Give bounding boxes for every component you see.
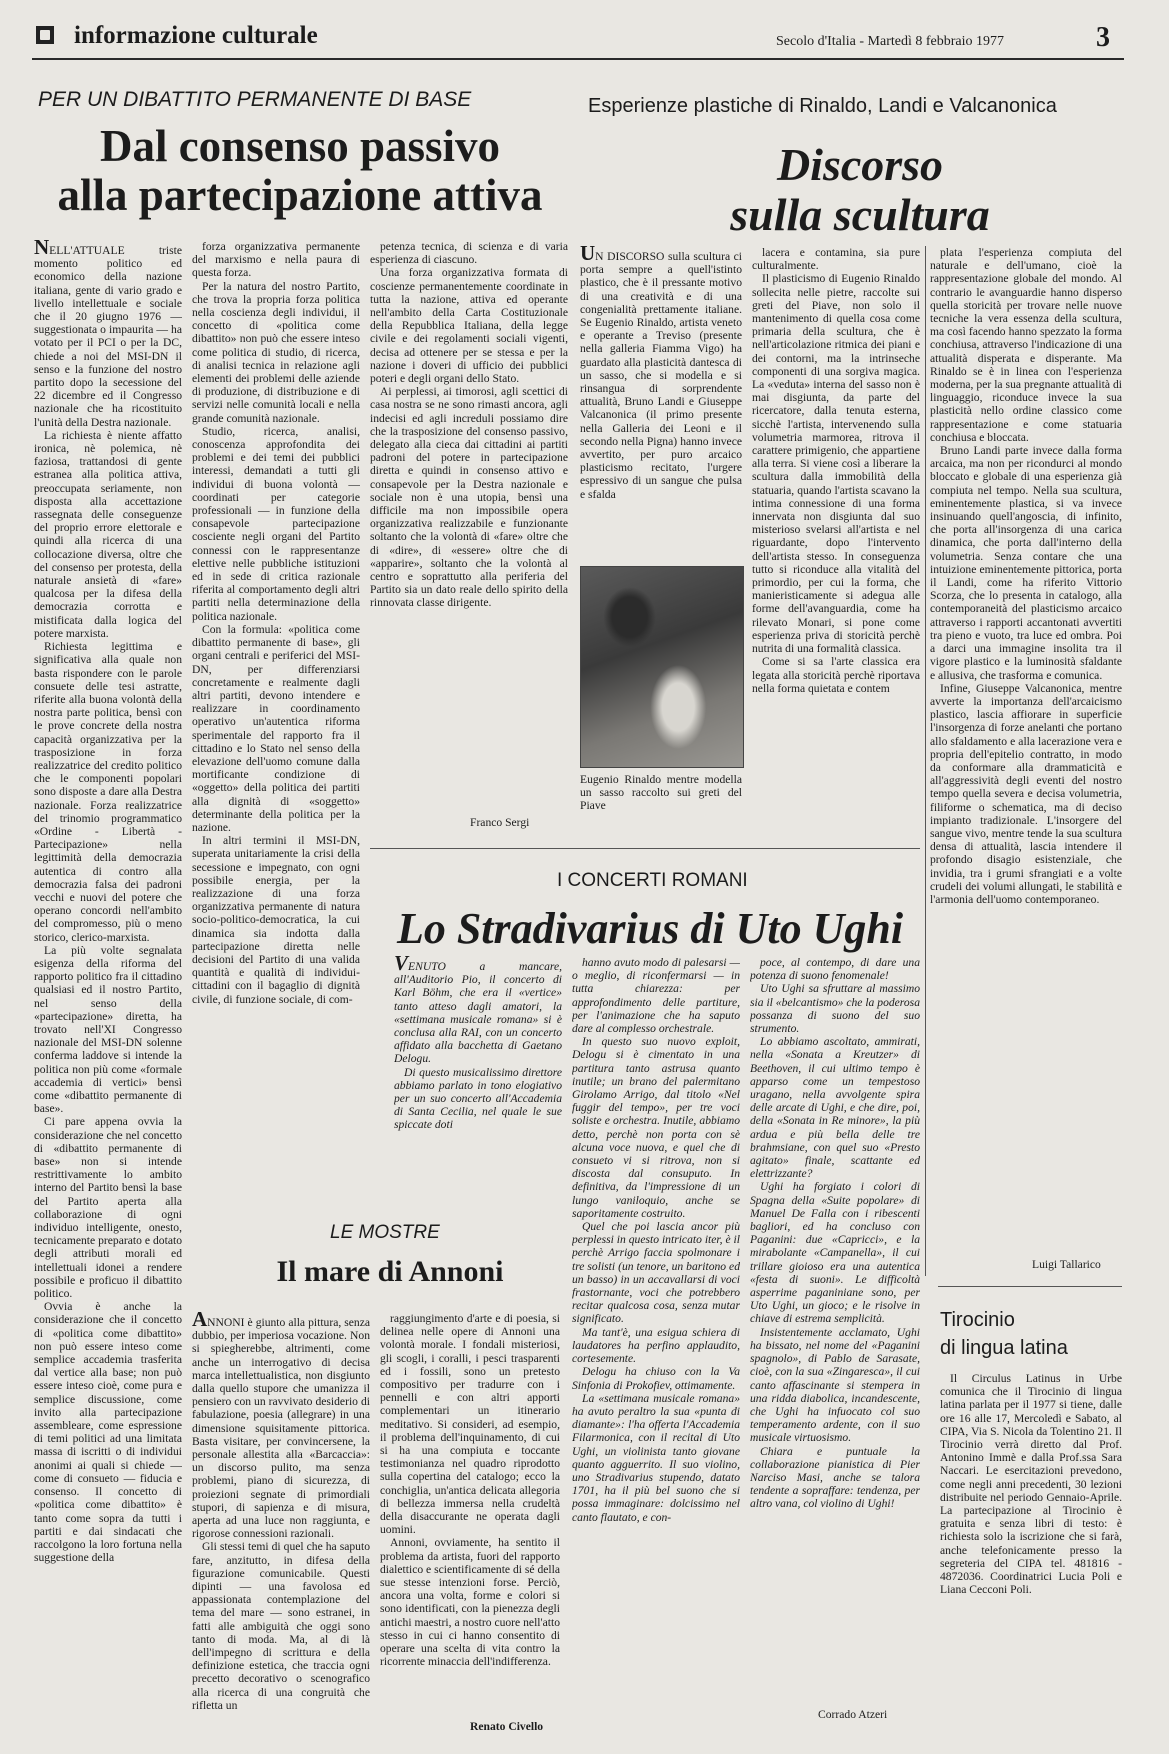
art4-column-2 <box>380 1312 560 1712</box>
art5-kicker-line1: Tirocinio <box>940 1309 1015 1331</box>
art4-column-1 <box>192 1312 370 1736</box>
art1-dropcap: N <box>34 240 50 259</box>
photo-caption: Eugenio Rinaldo mentre modella un sasso raccolto sui greti del Piave <box>580 773 742 813</box>
art1-paragraph: In altri termini il MSI-DN, superata unitariamente la crisi della secessione e impegnato, con ogni possibile energia, per la realizzazione di una forza organizzativa permanente di natura socio-politico-democratica, la cui dinamica sia indotta dalla partecipazione diretta nelle decisioni del Partito di una valida quantità e qualità di individui-cittadini con il bagaglio di dignità civile, di funzione sociale, di com- <box>192 834 360 1006</box>
art1-author: Franco Sergi <box>470 816 530 829</box>
art3-paragraph: In questo suo nuovo exploit, Delogu si è cimentato in una partitura tanto astrusa quanto inutile; un brano del palermitano Girolamo Arrigo, dal titolo «Nel fuggir del tempo», per tre voci soliste e orchestra. Inutile, abbiamo detto, perchè non porta con sè alcuna voce nuova, e quel che di consueto vi si ritrova, non si discosta dal consuputo. In definitiva, da l'impressione di un lungo vaniloquio, anche se saporitamente costruito. <box>572 1035 740 1220</box>
art1-paragraph: Richiesta legittima e significativa alla quale non basta rispondere con le parole consuete delle tesi astratte, riferite alla buona volontà della nostra parte politica, bensì con le prove concrete della nostra capacità organizzativa per la trasposizione in forza realizzatrice del credito politico che le componenti popolari sono disposte a dare alla Destra nazionale. Forza realizzatrice del trinomio programmatico «Ordine - Libertà - Partecipazione» nella legittimità della democrazia autentica di contro alla democrazia falsa dei padroni vecchi e nuovi del potere che operano concordi nell'ambito del compromesso, più o meno storico, clerico-marxista. <box>34 640 182 944</box>
art1-paragraph: Studio, ricerca, analisi, conoscenza approfondita dei problemi e dei temi dei pubblici interessi, demandati a tutti gli individui di buona volontà — coordinati per categorie professionali — in funzione della consapevole partecipazione cosciente negli organi del Partito connessi con le rappresentanze elettive nelle pubbliche istituzioni ed in sede di critica razionale riferita al comportamento degli altri partiti nella determinazione della politica nazionale. <box>192 424 360 623</box>
art1-headline <box>30 122 570 219</box>
art4-paragraph: Annoni, ovviamente, ha sentito il problema da artista, fuori del rapporto dialettico e scientificamente di sé della sue stesse intenzioni forse. Perciò, ancora una volta, forme e colori si sono identificati, con la pienezza degli antichi maestri, a nostro cuore nell'atto stesso in cui ci hanno consentito di operare una scelta di vita contro la ricorrente minaccia dell'indifferenza. <box>380 1536 560 1669</box>
art3-paragraph: Delogu ha chiuso con la Va Sinfonia di Prokofiev, ottimamente. <box>572 1365 740 1392</box>
art3-paragraph: Chiara e puntuale la collaborazione pianistica di Pier Narciso Masi, anche se talora tendente a sopraffare: tendenza, per altro vana, col violino di Ughi! <box>750 1444 920 1511</box>
art2-paragraph: Infine, Giuseppe Valcanonica, mentre avverte la importanza dell'arcaicismo plastico, lascia affiorare in superficie l'insorgenza di forze anelanti che portano allo sfaldamento e alla lacerazione vera e propria dell'epitelio contratto, in modo da conformare alla drammaticità e all'aggressività degli eventi del nostro tempo quella severa e decisa volumetria, filiforme o schematica, ma di deciso impianto tradizionale. L'insorgere del sangue vivo, mentre tende la sua scultura densa di attualità, lascia intendere il profondo disagio esistenziale, che invidia, tra i grumi sfrangiati e a volte crudeli dei volumi allungati, le stabilità e l'armonia dell'uomo contemporaneo. <box>930 681 1122 906</box>
art5-column <box>940 1372 1122 1728</box>
art1-headline-line1: Dal consenso passivo <box>99 121 501 171</box>
art2-paragraph: UN DISCORSO sulla scultura ci porta sempre a quell'istinto plastico, che è il pressante motivo di una creatività e di una congenialità prettamente italiane. Se Eugenio Rinaldo, artista veneto e operante a Treviso (presente nella galleria Fiamma Vigo) ha guardato alla plasticità dantesca di un sasso, che si modella e si rinsangua di sorprendente attualità, Bruno Landi e Giuseppe Valcanonica (il primo presente nella Galleria dei Leoni e il secondo nella Pigna) hanno invece avvertito, per puro arcaico plasticismo recitato, l'urgere espressivo di un sangue che pulsa e sfalda <box>580 246 742 501</box>
art4-kicker: LE MOSTRE <box>330 1222 440 1243</box>
art4-dropcap: A <box>192 1312 208 1331</box>
art4-paragraph: Gli stessi temi di quel che ha saputo fare, anzitutto, in difesa della figurazione comunicabile. Questi dipinti — una favolosa ed appassionata contemplazione del tema del mare — sono estranei, in fatti alle ambiguità che oggi sono tanto di moda. Ma, al di là dell'impegno di scrittura e della definizione estetica, che traccia ogni precetto decorativo o scenografico alla ricerca di una congruità che rifletta un <box>192 1540 370 1712</box>
section-divider <box>370 848 920 849</box>
art5-kicker-line2: di lingua latina <box>940 1337 1068 1359</box>
art3-dropcap: V <box>394 956 409 975</box>
art1-paragraph: Una forza organizzativa formata di coscienze permanentemente coordinate in tutta la nazione, attiva ed operante nell'ambito della Carta Costituzionale della Repubblica Italiana, della legge civile e dei regolamenti sociali vigenti, decisa ad ottenere per se stessa e per la nazione i doveri di ufficio dei pubblici poteri e degli organi dello Stato. <box>370 266 568 386</box>
art1-column-1 <box>34 240 182 1734</box>
art2-headline-line1: Discorso <box>776 139 944 190</box>
art2-column-2 <box>752 246 920 812</box>
art3-author: Corrado Atzeri <box>818 1708 888 1721</box>
art4-headline: Il mare di Annoni <box>276 1255 504 1288</box>
art2-kicker: Esperienze plastiche di Rinaldo, Landi e Valcanonica <box>588 95 1057 117</box>
art2-paragraph: Il plasticismo di Eugenio Rinaldo sollecita nelle pietre, raccolte sui greti del Piave, non solo il mantenimento di quella cosa come primaria della scultura, che è nell'articolazione ritmica dei piani e dei contorni, ma la intrinseche componenti di una sorgiva magica. La «veduta» interna del sasso non è mai disgiunta, da parte del ricercatore, dalla tenuta esterna, sicchè l'artista, intervenendo sulla volumetria marmorea, ritrova il carattere primigenio, che appartiene alla terra. Si viene così a liberare la scultura dalla immobilità della statuaria, quando l'artista scavano la intima connessione di una forma innervata non disgiunta dal suo misterioso svelarsi all'artista e nel riguardante, dopo l'intervento dell'artista stesso. In conseguenza tutto si riconduce alla vitalità del primordio, per cui la forma, che manieristicamente si adegua alle forme dell'avanguardia, come ha rilevato Monari, si pone come esperienza priva di storicità perchè nutrita di una formalità classica. <box>752 272 920 656</box>
art1-kicker: PER UN DIBATTITO PERMANENTE DI BASE <box>38 88 472 111</box>
art1-column-2 <box>192 240 360 1040</box>
art1-paragraph: Per la natura del nostro Partito, che trova la propria forza politica nella coscienza degli individui, il concetto di «politica come dibattito» non può che essere inteso come politica di studio, di ricerca, di analisi tecnica in relazione agli elementi dei problemi delle aziende di produzione, di distribuzione e di servizi nelle comunità locali e nella grande comunità nazionale. <box>192 279 360 425</box>
art2-paragraph: Come si sa l'arte classica era legata alla storicità perchè riportava nella forma quietata e contem <box>752 655 920 695</box>
art3-paragraph: Lo abbiamo ascoltato, ammirati, nella «Sonata a Kreutzer» di Beethoven, il cui ultimo tempo è apparso come un tempestoso uragano, nella avvolgente spira delle arcate di Ughi, e che dire, poi, della «Sonata in Re minore», la più ardua e più bella delle tre brahmsiane, con quel suo «Presto agitato» finale, scattante ed elettrizzante? <box>750 1035 920 1181</box>
column-divider <box>925 246 926 1276</box>
header-rule <box>32 58 1124 60</box>
art1-paragraph: Ovvia è anche la considerazione che il concetto di «politica come dibattito» non può essere inteso come semplice accademia trasferita dal vertice alla base; non può essere inteso cioè, come pura e semplice discussione, come invito alla partecipazione assembleare, come espressione di temi politici ad una limitata massa di iscritti o di individui anonimi ai quali si chiede — come di consueto — fiducia e consenso. Il concetto di «politica come dibattito» è tanto come sopra da tutti i partiti e dai sindacati che raccolgono la loro fortuna nella suggestione della <box>34 1300 182 1565</box>
art1-column-3 <box>370 240 568 800</box>
art2-dropcap: U <box>580 246 596 265</box>
art2-column-1 <box>580 246 742 562</box>
art3-headline: Lo Stradivarius di Uto Ughi <box>396 904 904 953</box>
art1-paragraph: NELL'ATTUALE triste momento politico ed economico della nazione italiana, gente di vario grado e livello intellettuale e sociale che il 20 giugno 1976 — suggestionata o impaurita — ha votato per il PCI o per la DC, chiede a noi del MSI-DN il senso e la funzione del nostro partito dopo la secessione del 22 dicembre ed il Congresso nazionale che ha ricostituito l'unità della Destra nazionale. <box>34 240 182 429</box>
art3-paragraph: Insistentemente acclamato, Ughi ha bissato, nel nome del «Paganini spagnolo», di Pablo de Sarasate, cioè, con la sua «Zingaresca», il cui canto affascinante si stempera in una ridda diabolica, incandescente, che Ughi ha infuocato col suo temperamento ardente, con il suo musicale virtuosismo. <box>750 1325 920 1445</box>
art2-headline-line2: sulla scultura <box>730 188 990 240</box>
art3-column-1 <box>394 956 562 1210</box>
art5-paragraph: Il Circulus Latinus in Urbe comunica che il Tirocinio di lingua latina parlata per il 1977 si tiene, dalle ore 16 alle 17, Mercoledì e Sabato, al CIPA, Via S. Nicola da Tolentino 21. Il Tirocinio verrà diretto dal Prof. Antonino Immè e dalla Prof.ssa Sara Naccari. Le esercitazioni prevedono, come negli anni precedenti, 30 lezioni distribuite nel periodo Gennaio-Aprile. La partecipazione al Tirocinio è gratuita e senza libri di testo: è richiesta solo la iscrizione che si farà, anche telefonicamente presso la segreteria del CIPA tel. 481816 - 4872036. Coordinatrici Lucia Poli e Liana Cecconi Poli. <box>940 1372 1122 1597</box>
art3-paragraph: Quel che poi lascia ancor più perplessi in questo intricato iter, è il perchè Arrigo faccia spolmonare i tre solisti (un tenore, un baritono ed un basso) in un accavallarsi di voci frastornante, voci che potrebbero recitar qualcosa cosa, senza mutar significato. <box>572 1220 740 1326</box>
art3-paragraph: VENUTO a mancare, all'Auditorio Pio, il concerto di Karl Böhm, che era il «vertice» tanto atteso dagli amatori, la «settimana musicale romana» si è conclusa alla RAI, con un concerto affidato alla bacchetta di Gaetano Delogu. <box>394 956 562 1066</box>
art4-paragraph: raggiungimento d'arte e di poesia, si delinea nelle opere di Annoni una volontà morale. I fondali misteriosi, gli scogli, i coralli, i pesci trasparenti ed i fossili, sono un pretesto compositivo per tradurre con i pennelli e con altri apporti complementari un itinerario meditativo. Si consideri, ad esempio, il problema dell'inquinamento, di cui si ha una compiuta e toccante testimonianza nel quadro riprodotto sulla copertina del catalogo; ecco la conchiglia, un'antica delicata allegoria di bellezza immersa nella crudeltà della disaccurante ne operata dagli uomini. <box>380 1312 560 1537</box>
section-divider <box>938 1286 1122 1287</box>
art2-author: Luigi Tallarico <box>1032 1258 1101 1271</box>
section-icon <box>36 26 54 44</box>
art1-headline-line2: alla partecipazione attiva <box>57 169 543 220</box>
art1-paragraph: Con la formula: «politica come dibattito permanente di base», gli organi centrali e periferici del MSI-DN, per differenziarsi concretamente e realmente dagli altri partiti, devono intendere e realizzare in coordinamento operativo un'autentica riforma sperimentale del rapporto fra il cittadino e lo Stato nel senso della elevazione dell'uomo comune dalla mortificante condizione di «oggetto» della politica dei partiti alla dignità di «soggetto» determinante della politica per la nazione. <box>192 622 360 834</box>
section-label: informazione culturale <box>74 22 318 49</box>
art3-paragraph: Uto Ughi sa sfruttare al massimo sia il «belcantismo» che la poderosa possanza di suono del suo strumento. <box>750 982 920 1036</box>
art3-paragraph: poce, al contempo, di dare una potenza di suono fenomenale! <box>750 956 920 983</box>
art3-paragraph: Di questo musicalissimo direttore abbiamo parlato in tono elogiativo per un suo concerto all'Accademia di Santa Cecilia, nel quale le sue spiccate doti <box>394 1065 562 1132</box>
page-number: 3 <box>1096 22 1110 53</box>
art3-column-2 <box>572 956 740 1720</box>
art1-paragraph: forza organizzativa permanente del marxismo e nella paura di questa forza. <box>192 240 360 280</box>
art1-paragraph: Ai perplessi, ai timorosi, agli scettici di casa nostra se ne sono rimasti ancora, agli indecisi ed agli increduli possiamo dire che la trasposizione del consenso passivo, delegato alla cieca dai cittadini ai partiti padroni del potere in partecipazione diretta e quindi in consenso attivo e consapevole per la Destra nazionale e sociale non è una utopia, bensì una difficile ma non impossibile opera organizzativa realizzabile e funzionante soltanto che la volontà di «fare» oltre che di «dire», di «essere» oltre che di «apparire», soltanto che la volontà al centro e soprattutto alla periferia del Partito sia un dato reale dello spirito della rinnovata classe dirigente. <box>370 385 568 610</box>
art1-paragraph: La più volte segnalata esigenza della riforma del rapporto politico fra il cittadino qualsiasi ed il nostro Partito, nel senso della «partecipazione» diretta, ha trovato nell'XI Congresso nazionale del MSI-DN solenne conferma laddove si intende la politica non più come «formale accademia di vertici» bensì come «dibattito permanente di base». <box>34 943 182 1116</box>
art1-paragraph: Ci pare appena ovvia la considerazione che nel concetto di «dibattito permanente di base» non si intende restrittivamente lo ambito interno del Partito bensì la base del Partito aperta alla collaborazione di ogni individuo intelligente, onesto, tecnicamente preparato e dotato degli attributi morali ed intellettuali idonei a rendere possibile e proficuo il dibattito politico. <box>34 1115 182 1301</box>
art2-paragraph: plata l'esperienza compiuta del naturale e dell'umano, cioè la rappresentazione globale del mondo. Al contrario le avanguardie hanno disperso quella storicità per trovare nelle nuove tecniche la vera essenza della scultura, ma così facendo hanno spezzato la forma conchiusa, attraverso l'indicazione di una attualità disperata e disperante. Ma Rinaldo se è in linea con l'esperienza moderna, per la sua pregnante attualità di linguaggio, riconduce invece la sua plasticità nello ordine classico come rappresentazione e come statuaria conchiusa e bloccata. <box>930 246 1122 444</box>
art2-paragraph: Bruno Landi parte invece dalla forma arcaica, ma non per ricondurci al mondo bloccato e globale di una esperienza già compiuta nel tempo. Nella sua scultura, eminentemente plastica, si va invece insinuando quell'angoscia, di infinito, che porta all'insorgenza di una carica dinamica, che porta dall'interno della volumetria. Senza contare che una intuizione eminentemente pittorica, porta il Landi, come ha riferito Vittorio Scorza, che lo presenta in catalogo, alla contemporaneità del plasticismo arcaico attraverso i rapporti accantonati avvertiti tra pieno e vuoto, tra luce ed ombra. Poi a darci una immagine insolita tra il vigore plastico e la luminosità sfaldante e allusiva, che trasforma e comunica. <box>930 444 1122 682</box>
sculptor-photo <box>580 566 744 768</box>
art5-kicker <box>940 1306 1068 1362</box>
art1-paragraph: petenza tecnica, di scienza e di varia esperienza di ciascuno. <box>370 240 568 267</box>
art2-paragraph: lacera e contamina, sia pure culturalmente. <box>752 246 920 273</box>
dateline: Secolo d'Italia - Martedì 8 febbraio 1977 <box>776 34 1005 49</box>
art1-paragraph: La richiesta è niente affatto ironica, nè polemica, nè faziosa, trattandosi di gente estranea alla politica attiva, preoccupata seriamente, non disposta alla accettazione rassegnata delle conseguenze del proprio errore elettorale e quindi alla ricerca di una collocazione diversa, oltre che del consenso per protesta, della naturale ansietà di «fare» qualcosa per la difesa della democrazia corrotta e mistificata dalla logica del potere marxista. <box>34 428 182 640</box>
art3-paragraph: hanno avuto modo di palesarsi — o meglio, di riconfermarsi — in tutta chiarezza: per approfondimento delle partiture, per l'animazione che ha saputo dare al complesso orchestrale. <box>572 956 740 1036</box>
art4-paragraph: ANNONI è giunto alla pittura, senza dubbio, per imperiosa vocazione. Non si spiegherebbe, altrimenti, come anche un interrogativo di decisa marca intellettualistica, non disgiunto dalla quello stupore che umanizza il pensiero con un ravvivato desiderio di fabulazione, poesia (allegrare) in una dimensione squisitamente pittorica. Basta visitare, per convincersene, la personale allestita alla «Barcaccia»: un discorso pulito, ma senza problemi, piano di sicurezza, di proiezioni segnate di primordiali stupori, di sapienza e di misura, aperta ad una luce non raggiunta, e rigorose connessioni razionali. <box>192 1312 370 1540</box>
art3-kicker: I CONCERTI ROMANI <box>557 870 748 891</box>
art3-paragraph: Ma tant'è, una esigua schiera di laudatores ha perfino applaudito, cortesemente. <box>572 1325 740 1366</box>
art2-column-3 <box>930 246 1122 1246</box>
art3-paragraph: Ughi ha forgiato i colori di Spagna della «Suite popolare» di Manuel De Falla con i ribescenti bagliori, ed ha concluso con Paganini: due «Capricci», e la mirabolante «Campanella», il cui trillare gioioso era una autentica «festa di suoni». Le difficoltà asperrime paganiniane sono, per Uto Ughi, un gioco; e le risolve in chiave di estrema semplicità. <box>750 1180 920 1326</box>
art3-paragraph: La «settimana musicale romana» ha avuto peraltro la sua «punta di diamante»: l'ha offerta l'Accademia Filarmonica, con il recital di Uto Ughi, un violinista tanto giovane quanto agguerrito. Il suo violino, uno Stradivarius stupendo, datato 1701, ha il più bel suono che si possa immaginare: dolcissimo nel canto flautato, e con- <box>572 1391 740 1524</box>
art4-author: Renato Civello <box>470 1720 544 1733</box>
art2-headline <box>710 140 1010 239</box>
art3-column-3 <box>750 956 920 1702</box>
